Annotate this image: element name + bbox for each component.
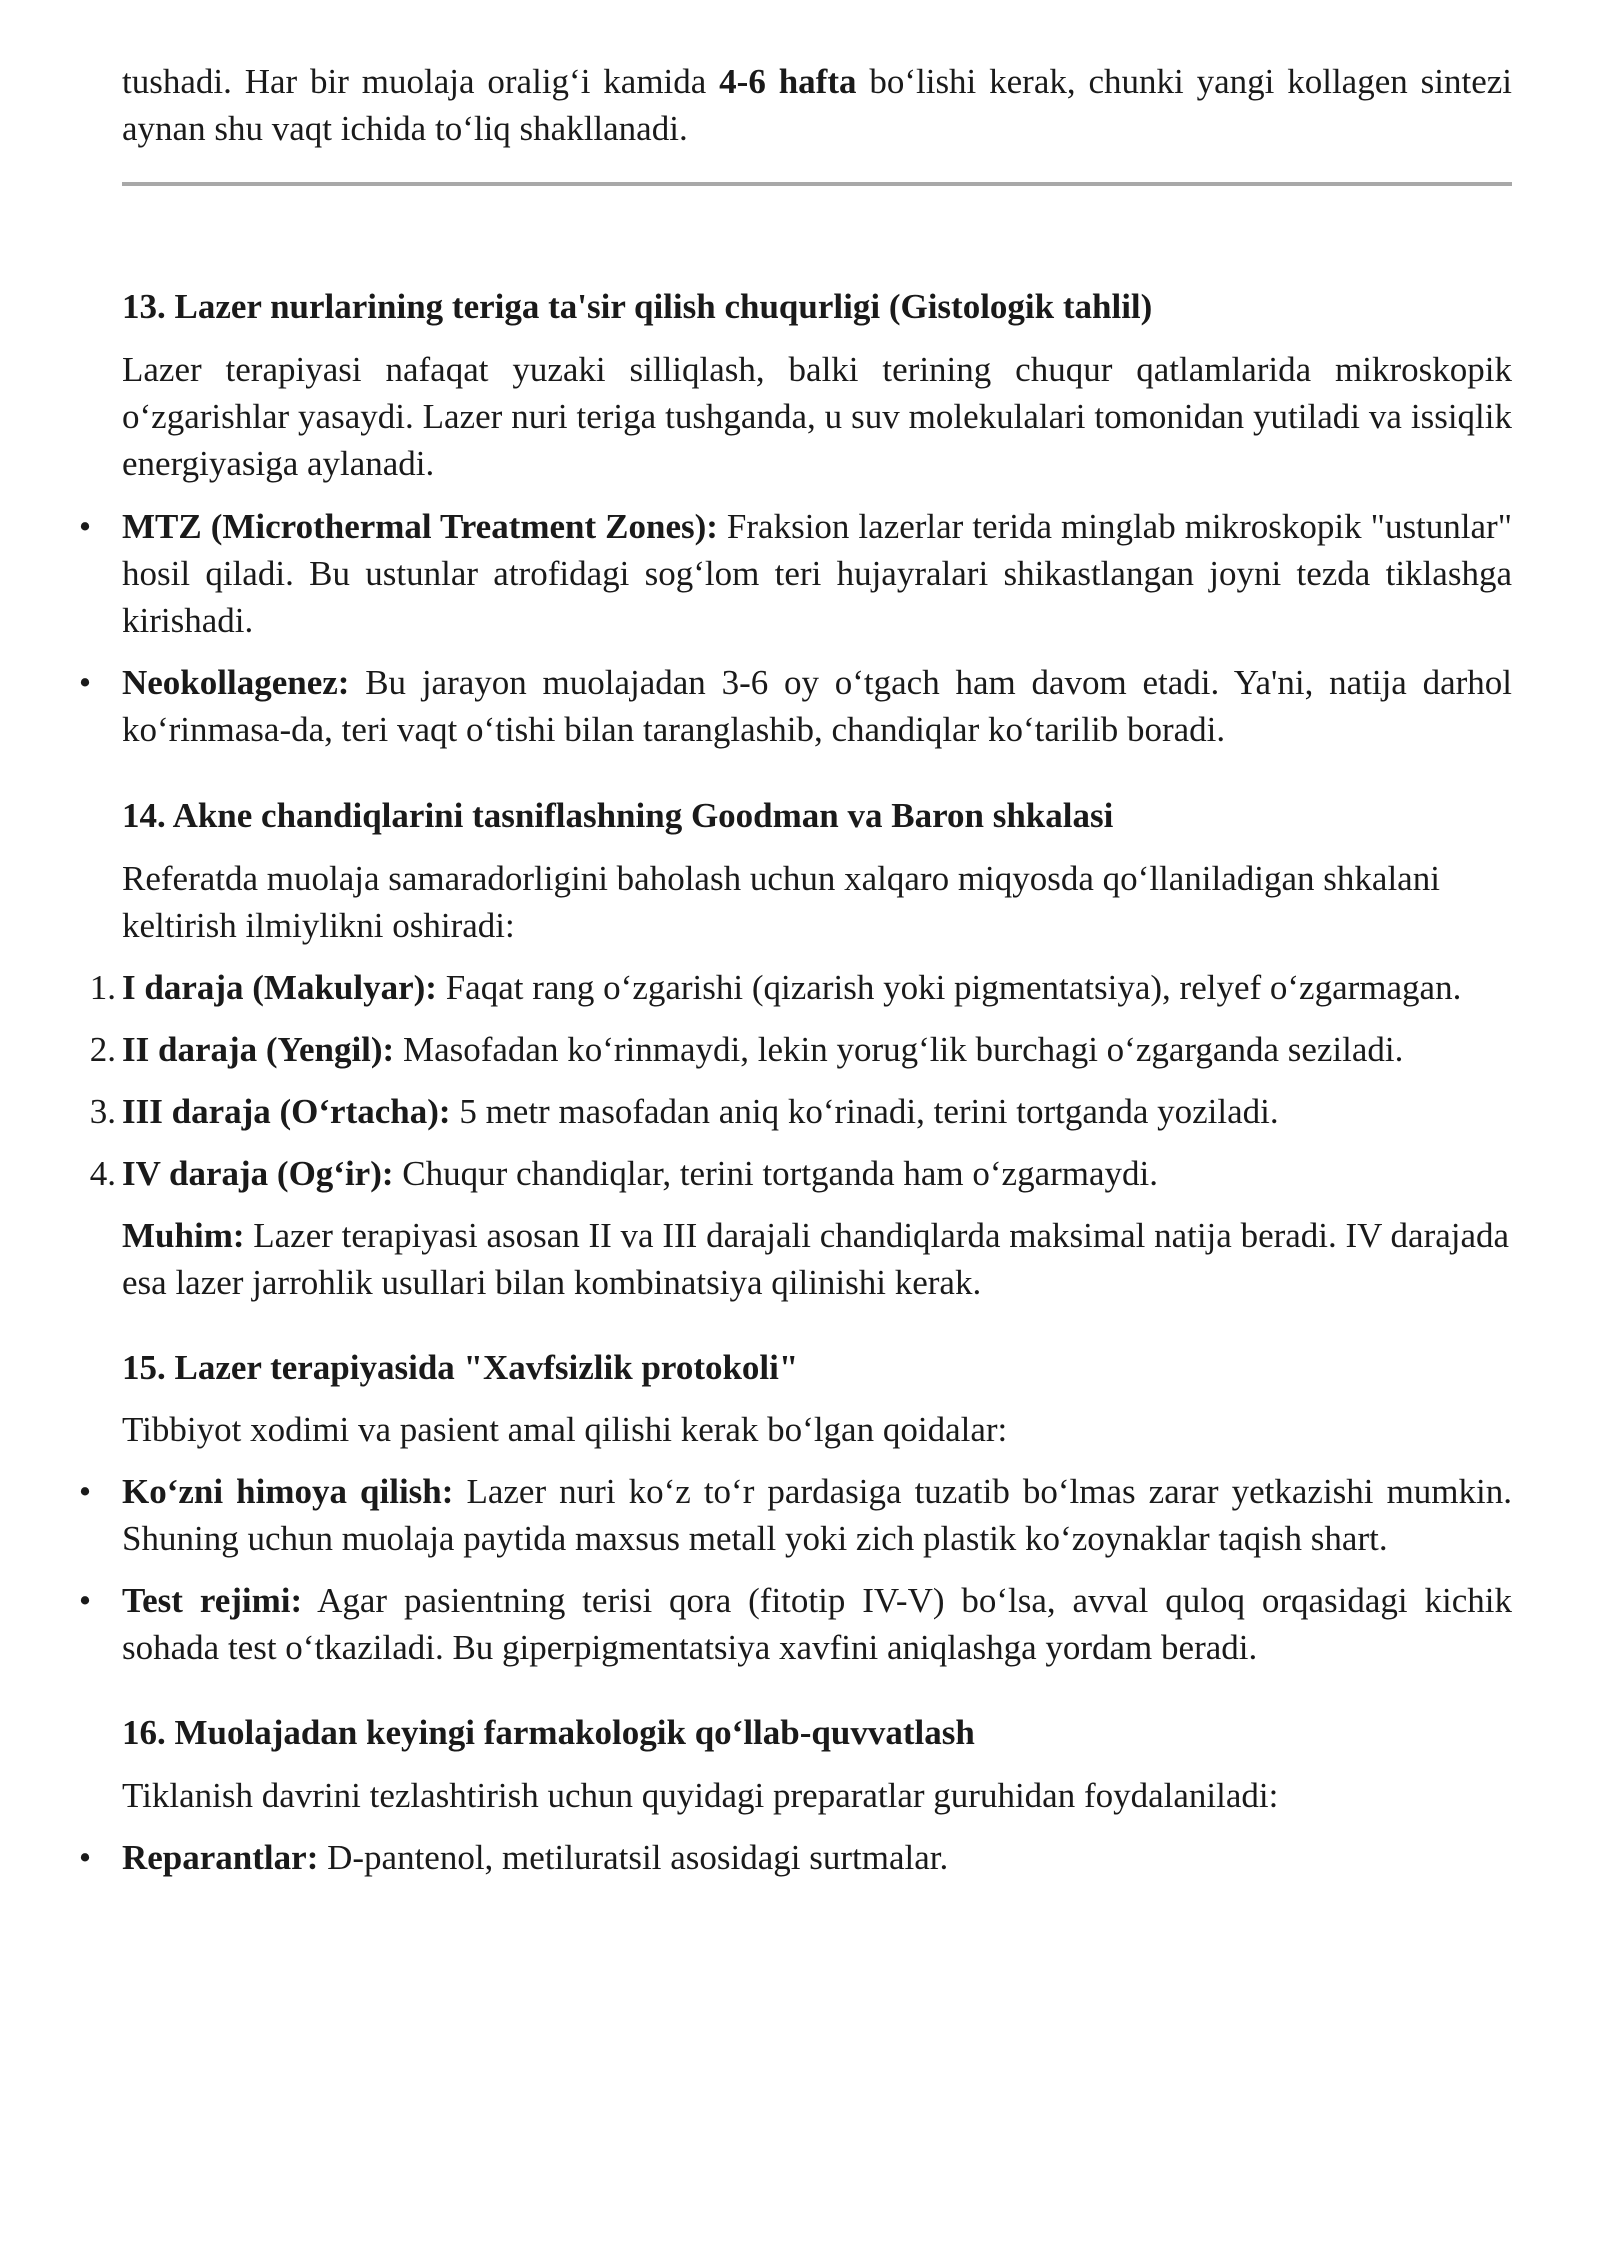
- list-item-label: I daraja (Makulyar):: [122, 968, 437, 1007]
- list-number: 2.: [89, 1030, 116, 1069]
- list-item: [89, 1026, 1512, 1073]
- list-item-text: 5 metr masofadan aniq ko‘rinadi, terini tortganda yoziladi.: [450, 1092, 1279, 1131]
- list-item-label: II daraja (Yengil):: [122, 1030, 395, 1069]
- section-16-title: 16. Muolajadan keyingi farmakologik qo‘llab-quvvatlash: [122, 1713, 975, 1752]
- section-13-paragraph: Lazer terapiyasi nafaqat yuzaki silliqlash, balki terining chuqur qatlamlarida mikroskopik o‘zgarishlar yasaydi. Lazer nuri teriga tushganda, u suv molekulalari tomonidan yutiladi va issiqlik energiyasiga aylanadi.: [122, 350, 1512, 483]
- document-page: [78, 58, 1513, 1881]
- section-15-paragraph: Tibbiyot xodimi va pasient amal qilishi kerak bo‘lgan qoidalar:: [122, 1410, 1008, 1449]
- section-16-list: [78, 1834, 1512, 1881]
- list-item: [78, 503, 1512, 644]
- list-item-text: Faqat rang o‘zgarishi (qizarish yoki pigmentatsiya), relyef o‘zgarmagan.: [436, 968, 1462, 1007]
- bullet-icon: •: [78, 1838, 92, 1877]
- section-14-paragraph: Referatda muolaja samaradorligini baholash uchun xalqaro miqyosda qo‘llaniladigan shkalani keltirish ilmiylikni oshiradi:: [122, 859, 1440, 945]
- list-item: [89, 1088, 1512, 1135]
- intro-text: tushadi. Har bir muolaja oralig‘i kamida: [122, 62, 720, 101]
- list-item-label: MTZ (Microthermal Treatment Zones):: [122, 507, 718, 546]
- note-paragraph: [122, 1212, 1512, 1306]
- list-item-text: Masofadan ko‘rinmaydi, lekin yorug‘lik burchagi o‘zgarganda seziladi.: [394, 1030, 1404, 1069]
- note-label: Muhim:: [122, 1216, 245, 1255]
- intro-text-after: bo‘lishi kerak, chunki yangi kollagen sintezi aynan shu vaqt ichida to‘liq shakllanadi.: [122, 62, 1512, 148]
- list-item-label: IV daraja (Og‘ir):: [122, 1154, 394, 1193]
- list-item: [89, 1150, 1512, 1197]
- bullet-icon: •: [78, 663, 92, 702]
- list-item: [78, 1468, 1513, 1562]
- list-item-text: Bu jarayon muolajadan 3-6 oy o‘tgach ham davom etadi. Ya'ni, natija darhol ko‘rinmasa-da, teri vaqt o‘tishi bilan taranglashib, chandiqlar ko‘tarilib boradi.: [122, 663, 1512, 749]
- list-item: [89, 964, 1512, 1011]
- list-item-text: D-pantenol, metiluratsil asosidagi surtmalar.: [318, 1838, 949, 1877]
- list-item-label: Test rejimi:: [122, 1581, 303, 1620]
- list-item-text: Agar pasientning terisi qora (fitotip IV-V) bo‘lsa, avval quloq orqasidagi kichik sohada test o‘tkaziladi. Bu giperpigmentatsiya xavfini aniqlashga yordam beradi.: [122, 1581, 1512, 1667]
- bullet-icon: •: [78, 507, 92, 546]
- list-item: [78, 1577, 1512, 1671]
- list-item-label: Ko‘zni himoya qilish:: [122, 1472, 454, 1511]
- list-item-label: III daraja (O‘rtacha):: [122, 1092, 451, 1131]
- list-number: 4.: [89, 1154, 116, 1193]
- list-number: 3.: [89, 1092, 116, 1131]
- list-item-label: Reparantlar:: [122, 1838, 319, 1877]
- list-item-text: Chuqur chandiqlar, terini tortganda ham o‘zgarmaydi.: [393, 1154, 1158, 1193]
- intro-paragraph: [122, 58, 1512, 152]
- list-item-text: Fraksion lazerlar terida minglab mikroskopik "ustunlar" hosil qiladi. Bu ustunlar atrofidagi sog‘lom teri hujayralari shikastlangan joyni tezda tiklashga kirishadi.: [122, 507, 1512, 640]
- section-13-title: 13. Lazer nurlarining teriga ta'sir qilish chuqurligi (Gistologik tahlil): [122, 287, 1153, 326]
- section-15-title: 15. Lazer terapiyasida "Xavfsizlik protokoli": [122, 1348, 799, 1387]
- list-item: [78, 659, 1512, 753]
- bullet-icon: •: [78, 1472, 92, 1511]
- section-16-paragraph: Tiklanish davrini tezlashtirish uchun quyidagi preparatlar guruhidan foydalaniladi:: [122, 1776, 1279, 1815]
- section-14-list: [89, 964, 1512, 1197]
- section-15-list: [78, 1468, 1513, 1671]
- note-text: Lazer terapiyasi asosan II va III darajali chandiqlarda maksimal natija beradi. IV darajada esa lazer jarrohlik usullari bilan kombinatsiya qilinishi kerak.: [122, 1216, 1510, 1302]
- section-14-title: 14. Akne chandiqlarini tasniflashning Goodman va Baron shkalasi: [122, 796, 1114, 835]
- section-13-list: [78, 503, 1512, 753]
- intro-bold: 4-6 hafta: [719, 62, 857, 101]
- list-number: 1.: [89, 968, 116, 1007]
- list-item: [78, 1834, 1512, 1881]
- bullet-icon: •: [78, 1581, 92, 1620]
- horizontal-rule: [122, 182, 1512, 186]
- list-item-label: Neokollagenez:: [122, 663, 350, 702]
- list-item-text: Lazer nuri ko‘z to‘r pardasiga tuzatib bo‘lmas zarar yetkazishi mumkin. Shuning uchun muolaja paytida maxsus metall yoki zich plastik ko‘zoynaklar taqish shart.: [122, 1472, 1513, 1558]
